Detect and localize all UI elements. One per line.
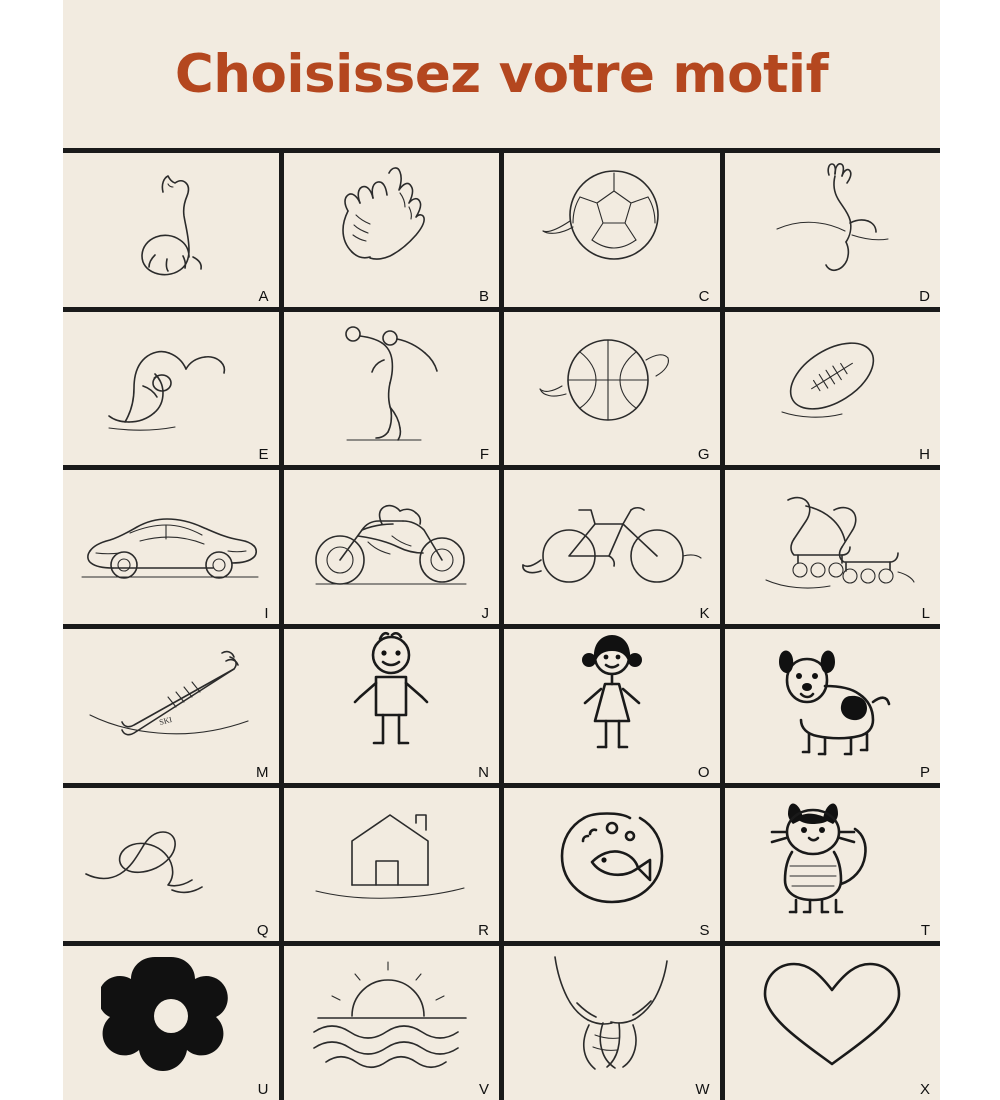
swimmer-diving-icon [725, 153, 941, 307]
soccer-ball-icon [504, 153, 720, 307]
motif-label: T [920, 922, 930, 940]
motif-cell-l[interactable] [725, 470, 941, 624]
motif-cell-c[interactable] [504, 153, 720, 307]
motif-label: A [258, 287, 269, 305]
motif-label: S [699, 922, 710, 940]
cat-sitting-icon [63, 153, 279, 307]
basketball-icon [504, 312, 720, 466]
holding-hands-icon [504, 946, 720, 1100]
sunset-over-waves-icon [284, 946, 500, 1100]
motif-label: K [699, 605, 710, 622]
motif-label: Q [256, 922, 269, 940]
heart-outline-icon [725, 946, 941, 1100]
motif-cell-t[interactable] [725, 788, 941, 942]
motif-label: F [479, 446, 489, 464]
yoga-pose-icon [63, 312, 279, 466]
motif-cell-a[interactable] [63, 153, 279, 307]
stick-figure-girl-icon [504, 629, 720, 783]
house-icon [284, 788, 500, 942]
heart-scribble-icon [63, 788, 279, 942]
motif-label: R [478, 922, 489, 940]
motif-cell-o[interactable] [504, 629, 720, 783]
motif-label: X [919, 1081, 930, 1098]
motif-label: N [478, 763, 489, 781]
motif-cell-b[interactable] [284, 153, 500, 307]
motif-cell-x[interactable] [725, 946, 941, 1100]
high-five-hands-icon [284, 153, 500, 307]
rugby-ball-icon [725, 312, 941, 466]
motif-cell-k[interactable] [504, 470, 720, 624]
motif-cell-h[interactable] [725, 312, 941, 466]
motif-label: P [919, 763, 930, 781]
roller-skates-icon [725, 470, 941, 624]
motif-label: M [256, 763, 269, 781]
motif-label: U [257, 1081, 269, 1098]
motif-grid [63, 148, 940, 1100]
motif-label: C [698, 287, 710, 305]
dog-doodle-icon [725, 629, 941, 783]
motif-cell-e[interactable] [63, 312, 279, 466]
motorcycle-icon [284, 470, 500, 624]
motif-label: O [697, 763, 710, 781]
bicycle-icon [504, 470, 720, 624]
motif-cell-f[interactable] [284, 312, 500, 466]
motif-label: L [921, 605, 930, 622]
motif-cell-r[interactable] [284, 788, 500, 942]
motif-cell-d[interactable] [725, 153, 941, 307]
motif-label: I [264, 605, 269, 622]
motif-cell-q[interactable] [63, 788, 279, 942]
motif-label: H [919, 446, 930, 464]
motif-label: E [258, 446, 269, 464]
page-title: Choisissez votre motif [174, 43, 829, 105]
motif-label: V [478, 1081, 489, 1098]
ski-pair-icon [63, 629, 279, 783]
flower-solid-icon [63, 946, 279, 1100]
motif-cell-p[interactable] [725, 629, 941, 783]
motif-cell-w[interactable] [504, 946, 720, 1100]
motif-label: J [481, 605, 489, 622]
motif-cell-v[interactable] [284, 946, 500, 1100]
cat-doodle-icon [725, 788, 941, 942]
stick-figure-boy-icon [284, 629, 500, 783]
motif-label: D [919, 287, 930, 305]
fishbowl-icon [504, 788, 720, 942]
motif-cell-n[interactable] [284, 629, 500, 783]
motif-cell-u[interactable] [63, 946, 279, 1100]
motif-cell-g[interactable] [504, 312, 720, 466]
svg-text:SKI: SKI [158, 714, 173, 727]
motif-cell-m[interactable] [63, 629, 279, 783]
motif-cell-j[interactable] [284, 470, 500, 624]
motif-cell-s[interactable] [504, 788, 720, 942]
motif-label: B [478, 287, 489, 305]
motif-label: G [697, 446, 710, 464]
sports-car-icon [63, 470, 279, 624]
motif-cell-i[interactable] [63, 470, 279, 624]
motif-label: W [695, 1081, 710, 1098]
discus-thrower-icon [284, 312, 500, 466]
